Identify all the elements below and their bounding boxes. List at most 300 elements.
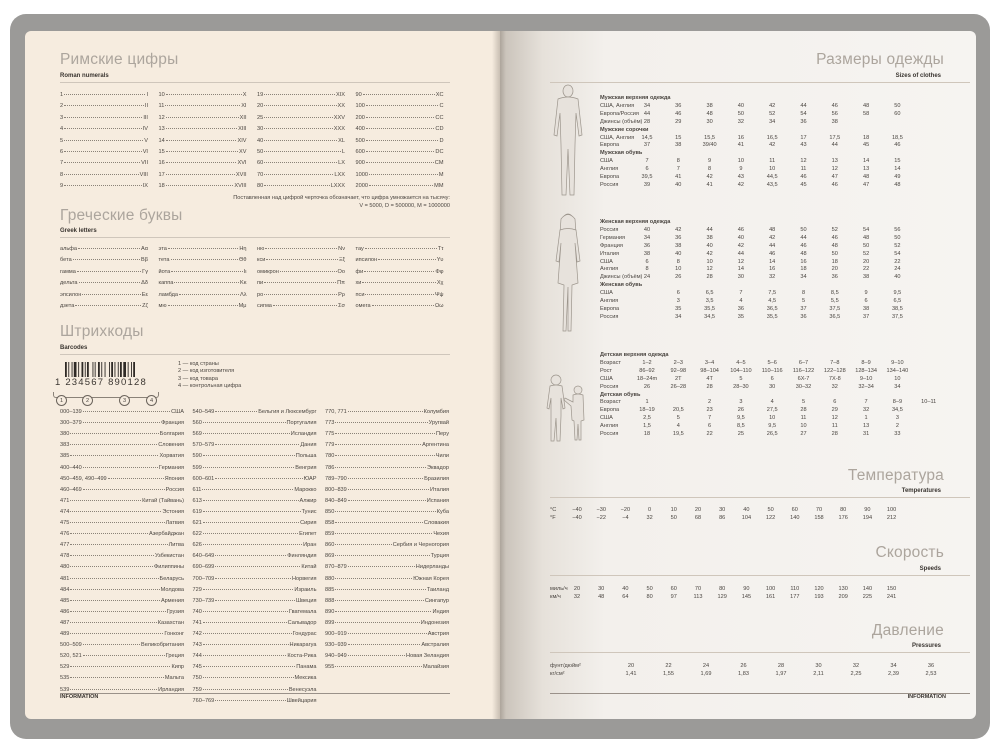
roman-note-line1: Поставленная над цифрой черточка обозначает, что цифра умножается на тысячу: [233, 195, 450, 201]
dotted-row [257, 270, 345, 276]
dotted-row [356, 127, 444, 133]
row-key: омега [355, 303, 371, 309]
row-key: 619 [192, 508, 202, 515]
dot-leader [215, 578, 291, 579]
dot-leader [64, 162, 140, 163]
row-label: США, Англия [600, 134, 635, 141]
dotted-row [193, 554, 317, 560]
dotted-row [60, 173, 148, 179]
row-key: ипсилон [355, 257, 378, 264]
table-cell: 46 [800, 242, 807, 249]
dotted-row [159, 104, 247, 110]
dotted-row [257, 173, 345, 179]
dotted-row [193, 499, 317, 505]
dotted-row [60, 150, 148, 156]
table-cell: 1,83 [738, 671, 749, 677]
table-cell: 2,11 [813, 671, 824, 677]
row-label: Джинсы (объём) [600, 118, 643, 125]
table-cell: 1–2 [642, 359, 652, 366]
table-cell: 52 [769, 110, 776, 117]
dotted-row [159, 184, 247, 190]
table-cell: 40 [675, 181, 682, 188]
dotted-row [193, 632, 317, 638]
table-cell: 11 [800, 415, 807, 422]
dotted-row [60, 532, 184, 538]
row-value: Λλ [239, 291, 247, 298]
table-cell: 225 [862, 594, 873, 600]
dot-leader [335, 467, 426, 468]
row-value: Ββ [141, 257, 148, 264]
table-cell: 27,5 [766, 407, 778, 414]
dot-leader [203, 422, 286, 423]
table-cell: 40 [643, 226, 651, 233]
table-cell: 32–34 [858, 383, 874, 390]
row-key: тау [355, 246, 364, 252]
row-key: 16 [158, 160, 165, 167]
row-key: 15 [158, 149, 165, 155]
dot-leader [264, 117, 333, 118]
row-value: Финляндия [287, 553, 317, 560]
dotted-row [325, 454, 449, 460]
table-cell: 2,5 [643, 415, 651, 422]
row-value: Индия [432, 608, 449, 615]
row-label: Европа/Россия [600, 110, 639, 117]
table-cell: 37,5 [829, 305, 841, 312]
row-key: 11 [158, 103, 165, 110]
children-silhouette-icon [540, 366, 600, 446]
row-key: 2 [60, 103, 64, 110]
table-cell: 11 [769, 158, 776, 165]
table-cell: 5–6 [767, 359, 777, 366]
table-cell: 4 [676, 423, 680, 430]
dot-leader [108, 478, 164, 479]
row-value: Швеция [295, 597, 317, 604]
dotted-row [60, 184, 148, 190]
row-value: Великобритания [141, 642, 184, 649]
row-label: Европа [600, 142, 620, 149]
dot-leader [70, 555, 154, 556]
row-value: Гондурас [292, 631, 317, 637]
dot-leader [378, 259, 436, 260]
dot-leader [77, 271, 141, 272]
table-cell: 54 [894, 250, 901, 257]
table-cell: 64 [622, 594, 629, 600]
left-footer: INFORMATION [60, 694, 99, 700]
dotted-row [356, 184, 444, 190]
table-cell: 32 [852, 663, 860, 669]
row-label: Джинсы (объём) [600, 274, 643, 281]
row-value: Новая Зеландия [406, 653, 449, 660]
row-key: 786 [325, 464, 335, 471]
table-cell: 15 [894, 158, 901, 165]
dotted-row [60, 104, 148, 110]
row-value: Индонезия [420, 619, 449, 626]
row-value: CM [434, 160, 444, 167]
barcode-bar [128, 362, 129, 377]
row-value: Мальта [164, 675, 184, 682]
row-value: LXXX [330, 183, 345, 190]
table-cell: 42 [675, 226, 682, 233]
row-key: 486 [60, 608, 70, 615]
dotted-row [325, 577, 449, 583]
table-cell: 30 [719, 507, 726, 513]
table-cell: 45 [800, 181, 807, 188]
table-cell: 36 [927, 663, 935, 669]
table-cell: 48 [769, 226, 776, 233]
row-value: XXX [333, 126, 345, 133]
legend-line: 3 — код товара [178, 375, 218, 382]
row-label: Россия [600, 226, 619, 233]
table-cell: 9,5 [768, 423, 777, 430]
dotted-row [325, 488, 449, 494]
table-cell: 40 [743, 507, 750, 513]
table-cell: 1,97 [775, 671, 787, 677]
barcode-bar [118, 362, 119, 377]
row-value: Польша [295, 453, 317, 460]
row-label: Франция [600, 242, 623, 249]
row-key: 500–509 [60, 642, 82, 649]
table-cell: 37 [800, 305, 807, 312]
row-label: США [600, 258, 613, 265]
table-cell: 16 [800, 258, 807, 265]
dotted-row [325, 432, 449, 438]
dotted-row [356, 139, 444, 145]
row-value: Θθ [239, 257, 247, 264]
row-key: 529 [60, 664, 70, 671]
row-value: Сингапур [424, 597, 449, 604]
dotted-row [325, 521, 449, 527]
row-key: 485 [60, 597, 70, 604]
table-cell: 20 [694, 507, 702, 513]
table-cell: 40 [737, 102, 744, 109]
dotted-row [60, 304, 148, 310]
dot-leader [264, 140, 337, 141]
table-cell: 38 [675, 142, 682, 149]
row-value: Китай [301, 564, 317, 571]
table-cell: 38 [706, 234, 713, 241]
table-cell: 48 [800, 250, 807, 257]
left-page [25, 31, 500, 719]
row-value: Панама [296, 664, 317, 671]
dot-leader [335, 422, 427, 423]
table-cell: 177 [790, 594, 800, 600]
row-key: ро [257, 291, 264, 298]
row-value: Таиланд [426, 586, 449, 593]
row-value: Ωω [434, 303, 444, 309]
dot-leader [73, 259, 140, 260]
legend-line: 2 — код изготовителя [178, 368, 235, 375]
row-value: Γγ [142, 268, 148, 275]
row-label: кг/см² [550, 671, 565, 677]
table-cell: 36,5 [829, 313, 841, 320]
dotted-row [257, 247, 345, 253]
table-cell: −30 [596, 507, 606, 513]
dot-leader [70, 689, 157, 690]
row-value: Китай (Тайвань) [142, 497, 184, 504]
row-value: I [146, 92, 148, 98]
row-value: Армения [160, 597, 184, 604]
row-value: Χχ [436, 280, 444, 287]
row-value: L [341, 149, 345, 155]
dot-leader [335, 589, 426, 590]
dotted-row [356, 93, 444, 99]
table-cell: 25 [737, 431, 744, 437]
dot-leader [264, 174, 333, 175]
dotted-row [325, 532, 449, 538]
row-key: 840–849 [325, 497, 347, 504]
row-key: 900–919 [325, 631, 347, 637]
row-value: Сербия и Черногория [392, 542, 449, 549]
dot-leader [203, 511, 301, 512]
dot-leader [335, 544, 391, 545]
table-cell: 1 [864, 415, 868, 422]
row-value: Марокко [294, 486, 317, 493]
dotted-row [325, 654, 449, 660]
row-key: 18 [158, 183, 165, 190]
table-cell: 46 [831, 234, 838, 241]
dot-leader [363, 94, 435, 95]
row-label: США [600, 290, 613, 297]
dotted-row [257, 161, 345, 167]
row-label: Возраст [600, 359, 621, 366]
greek-divider [60, 237, 450, 238]
roman-note [233, 196, 450, 209]
dotted-row [159, 258, 247, 264]
table-cell: 22 [862, 266, 870, 273]
row-key: 885 [325, 586, 335, 593]
dot-leader [203, 677, 294, 678]
table-cell: 42 [769, 234, 776, 241]
dot-leader [264, 282, 336, 283]
dot-leader [264, 162, 337, 163]
row-key: 690–699 [192, 564, 215, 571]
table-cell: 10 [769, 166, 776, 173]
table-cell: 104–110 [730, 367, 752, 374]
table-cell: 2T [675, 375, 682, 382]
table-cell: 5 [739, 375, 743, 382]
table-cell: 18 [862, 134, 870, 141]
legend-circle: 1 [56, 395, 67, 406]
dot-leader [335, 455, 434, 456]
dotted-row [159, 281, 247, 287]
table-cell: 3 [676, 298, 680, 304]
table-cell: 22 [665, 663, 672, 669]
dot-leader [75, 305, 141, 306]
dot-leader [203, 544, 302, 545]
table-cell: 32 [646, 515, 653, 521]
table-cell: 5 [676, 415, 680, 422]
pressure-subtitle: Pressures [911, 643, 941, 649]
dot-leader [335, 600, 424, 601]
table-cell: 28 [706, 383, 713, 390]
row-key: 450–459, 490–499 [60, 475, 107, 482]
row-key: 745 [192, 664, 202, 671]
dotted-row [257, 293, 345, 299]
table-cell: 50 [646, 586, 653, 592]
dotted-row [325, 588, 449, 594]
table-cell: 41 [737, 142, 744, 149]
table-cell: 42 [769, 102, 776, 109]
row-key: 859 [325, 531, 335, 538]
dotted-row [60, 293, 148, 299]
table-cell: 7 [739, 290, 743, 297]
table-cell: 18–24m [636, 375, 658, 382]
row-value: Алжир [299, 497, 317, 504]
table-cell: 6–7 [798, 359, 809, 366]
table-cell: 176 [838, 515, 848, 521]
dotted-row [325, 643, 449, 649]
table-cell: 1,5 [643, 423, 651, 430]
table-cell: 38 [831, 118, 838, 125]
left-footer-line [60, 693, 450, 694]
row-label: °C [550, 507, 557, 513]
dotted-row [60, 247, 148, 253]
row-key: 19 [257, 92, 264, 98]
table-cell: 241 [886, 594, 897, 600]
table-cell: 100 [886, 507, 897, 513]
dotted-row [193, 577, 317, 583]
book-spine [492, 31, 506, 719]
dot-leader [203, 633, 292, 634]
table-cell: 8 [708, 166, 712, 173]
row-label: Европа [600, 174, 620, 180]
dotted-row [193, 421, 317, 427]
dot-leader [64, 128, 142, 129]
row-key: 779 [325, 442, 335, 449]
dotted-row [193, 565, 317, 571]
row-value: CC [435, 114, 444, 121]
dotted-row [325, 510, 449, 516]
table-cell: 150 [886, 586, 897, 592]
row-key: хи [355, 280, 362, 287]
row-key: 500 [355, 137, 365, 144]
table-cell: 158 [814, 515, 824, 521]
dotted-row [356, 270, 444, 276]
row-value: Ρρ [338, 291, 345, 298]
table-cell: 20 [831, 266, 838, 273]
row-key: сигма [257, 303, 272, 309]
table-cell: 80 [840, 507, 847, 513]
table-cell: 128–134 [855, 367, 877, 374]
table-cell: 32 [831, 383, 838, 390]
dotted-row [60, 643, 184, 649]
row-key: кси [257, 257, 266, 264]
row-value: Эстония [162, 508, 184, 515]
row-value: Турция [430, 553, 449, 560]
row-key: пси [355, 291, 365, 298]
row-value: Υυ [436, 257, 444, 264]
table-cell: 36 [800, 118, 807, 125]
row-key: 17 [158, 171, 165, 178]
table-cell: 48 [894, 181, 901, 188]
dotted-row [325, 621, 449, 627]
barcode-bar [133, 362, 135, 377]
dot-leader [83, 411, 170, 412]
table-cell: 1,55 [663, 671, 674, 677]
row-value: IV [142, 126, 148, 133]
table-cell: 34 [643, 234, 651, 241]
table-cell: 39,5 [641, 174, 653, 180]
dotted-row [60, 521, 184, 527]
table-cell: 2,25 [850, 671, 862, 677]
table-cell: 18 [831, 258, 838, 265]
row-key: 599 [192, 464, 202, 471]
row-value: Ηη [239, 246, 247, 252]
table-cell: 16,5 [766, 134, 778, 141]
table-cell: 4T [706, 375, 713, 382]
dotted-row [325, 554, 449, 560]
speed-title: Скорость [875, 544, 944, 561]
row-value: VI [142, 149, 148, 155]
row-key: фи [355, 268, 364, 275]
dotted-row [60, 510, 184, 516]
row-value: M [438, 171, 444, 178]
dotted-row [60, 665, 184, 671]
barcode-bar [82, 362, 84, 377]
dot-leader [70, 544, 167, 545]
row-key: 14 [158, 137, 165, 144]
dot-leader [70, 433, 158, 434]
row-key: 474 [60, 508, 70, 515]
row-key: 850 [325, 508, 335, 515]
table-cell: 1,69 [700, 671, 712, 677]
row-key: омикрон [257, 268, 279, 275]
row-value: Португалия [286, 420, 317, 427]
dotted-row [325, 410, 449, 416]
dotted-row [60, 543, 184, 549]
row-value: Гватемала [288, 608, 317, 615]
table-cell: 32 [573, 594, 581, 600]
row-key: мю [158, 303, 167, 309]
table-cell: 47 [831, 174, 838, 180]
dot-leader [79, 282, 141, 283]
dot-leader [335, 666, 422, 667]
row-value: Исландия [290, 431, 317, 438]
row-value: Бразилия [424, 475, 449, 482]
dot-leader [203, 455, 295, 456]
row-value: Беларусь [159, 575, 184, 582]
row-key: 539 [60, 686, 70, 693]
dotted-row [257, 116, 345, 122]
dot-leader [215, 600, 295, 601]
row-value: XIX [335, 92, 345, 98]
table-cell: 33 [894, 431, 901, 437]
table-cell: 8,5 [737, 423, 745, 430]
table-cell: 52 [862, 250, 870, 257]
row-key: 613 [192, 497, 202, 504]
dotted-row [159, 116, 247, 122]
greek-subtitle: Greek letters [60, 228, 97, 234]
dot-leader [70, 533, 148, 534]
row-value: ЮАР [303, 475, 317, 482]
table-cell: 70 [815, 507, 823, 513]
dot-leader [335, 533, 432, 534]
dot-leader [70, 589, 159, 590]
dotted-row [60, 258, 148, 264]
dotted-row [257, 127, 345, 133]
dot-leader [83, 489, 165, 490]
dotted-row [325, 665, 449, 671]
table-cell: 90 [864, 507, 871, 513]
table-cell: 56 [894, 226, 901, 233]
dotted-row [257, 281, 345, 287]
row-value: Тунис [301, 508, 317, 515]
row-key: 730–739 [192, 597, 215, 604]
row-key: ню [257, 246, 265, 252]
row-value: XI [241, 103, 247, 110]
table-cell: 129 [717, 594, 727, 600]
dot-leader [335, 522, 423, 523]
